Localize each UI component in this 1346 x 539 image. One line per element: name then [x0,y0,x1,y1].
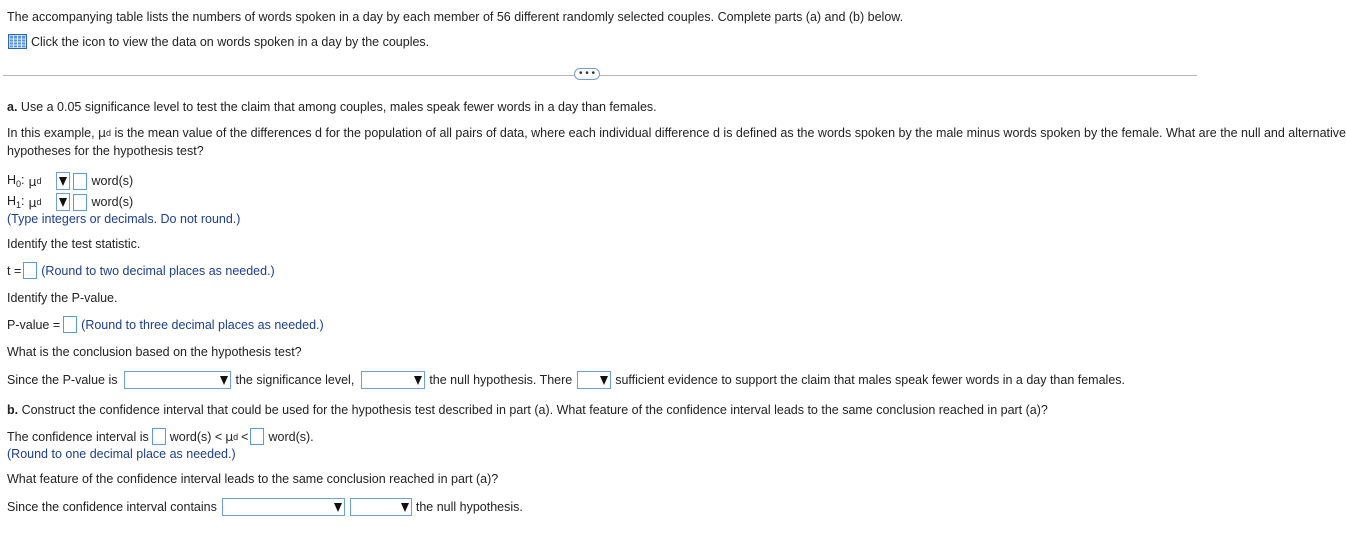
since-pvalue-text: Since the P-value is [7,373,118,387]
ci-upper-input[interactable] [250,428,264,445]
ci-mu-sub: d [233,431,239,442]
part-a-prompt [7,100,657,114]
pvalue-label: P-value = [7,317,61,332]
ci-end-text: word(s). [268,429,314,444]
ci-lt: < [241,429,249,444]
ci-mid-text: word(s) < [169,429,223,444]
part-b-label: b. [7,403,19,417]
null-end-text: the null hypothesis. [415,500,523,514]
conclusion-row [7,371,1125,389]
h0-mu: μ [28,173,37,189]
chevron-down-icon [401,503,409,512]
hypotheses-hint: (Type integers or decimals. Do not round.) [7,212,241,226]
mu-subscript: d [105,127,111,138]
significance-text: the significance level, [235,373,355,387]
ci-row [7,428,314,445]
ci-hint: (Round to one decimal place as needed.) [7,447,236,461]
chevron-down-icon [220,376,228,385]
h1-mu-sub: d [36,197,42,207]
chevron-down-icon [414,376,422,385]
chevron-down-icon [59,198,67,207]
example-text-b: is the mean value of the differences d for the population of all pairs of data, where each individual difference d is defined as the words spoken by the male minus words spoken by the female. What are the null and alternative [110,125,1346,140]
pvalue-row [7,316,324,333]
h1-value-input[interactable] [73,194,87,211]
feature-question: What feature of the confidence interval leads to the same conclusion reached in part (a)? [7,472,499,486]
t-hint: (Round to two decimal places as needed.) [41,263,275,278]
conclusion-question: What is the conclusion based on the hypothesis test? [7,345,302,359]
ci-lower-input[interactable] [152,428,166,445]
h1-operator-dropdown[interactable] [56,193,70,211]
sufficient-text: sufficient evidence to support the claim that males speak fewer words in a day than females. [615,373,1125,387]
pvalue-hint: (Round to three decimal places as needed.) [81,317,324,332]
mu-symbol: μ [98,125,106,140]
h1-row [7,193,133,211]
h0-label: $H_0$: [7,173,25,189]
t-input[interactable] [23,262,37,279]
ci-contains-dropdown[interactable] [222,498,345,516]
part-b-prompt-text: Construct the confidence interval that could be used for the hypothesis test described in part (a). What feature of the confidence interval leads to the same conclusion reached in part (a)? [18,403,1048,417]
t-label: t = [7,263,22,278]
null-there-text: the null hypothesis. There [429,373,573,387]
part-a-label: a. [7,100,18,114]
chevron-down-icon [600,376,608,385]
pvalue-input[interactable] [63,316,77,333]
h0-unit: word(s) [91,174,134,188]
test-stat-question: Identify the test statistic. [7,237,141,251]
example-line-2: hypotheses for the hypothesis test? [7,144,204,158]
evidence-dropdown[interactable] [577,371,611,389]
h1-unit: word(s) [91,195,134,209]
part-b-prompt [7,403,1048,417]
intro-text: The accompanying table lists the numbers of words spoken in a day by each member of 56 different randomly selected couples. Complete parts (a) and (b) below. [7,10,904,24]
pvalue-question: Identify the P-value. [7,291,118,305]
reject-decision-dropdown[interactable] [361,371,425,389]
chevron-down-icon [59,177,67,186]
pvalue-comparison-dropdown[interactable] [124,371,231,389]
ci-mu: μ [225,429,234,444]
part-a-prompt-text: Use a 0.05 significance level to test the claim that among couples, males speak fewer words in a day than females. [17,100,657,114]
since-ci-text: Since the confidence interval contains [7,500,217,514]
ci-decision-dropdown[interactable] [350,498,412,516]
h0-mu-sub: d [36,176,42,186]
expand-more-button[interactable]: • • • [574,68,600,80]
h1-mu: μ [28,194,37,210]
h0-value-input[interactable] [73,173,87,190]
example-text-a: In this example, [7,125,99,140]
data-table-icon[interactable] [8,34,27,49]
feature-row [7,498,523,516]
h1-label: $H_1$: [7,194,25,210]
ci-label: The confidence interval is [7,429,149,444]
chevron-down-icon [334,503,342,512]
h0-row [7,172,133,190]
h0-operator-dropdown[interactable] [56,172,70,190]
t-row [7,262,275,279]
data-link-text[interactable]: Click the icon to view the data on words spoken in a day by the couples. [31,35,430,49]
section-divider [3,75,1197,76]
example-line-1 [7,125,1346,140]
